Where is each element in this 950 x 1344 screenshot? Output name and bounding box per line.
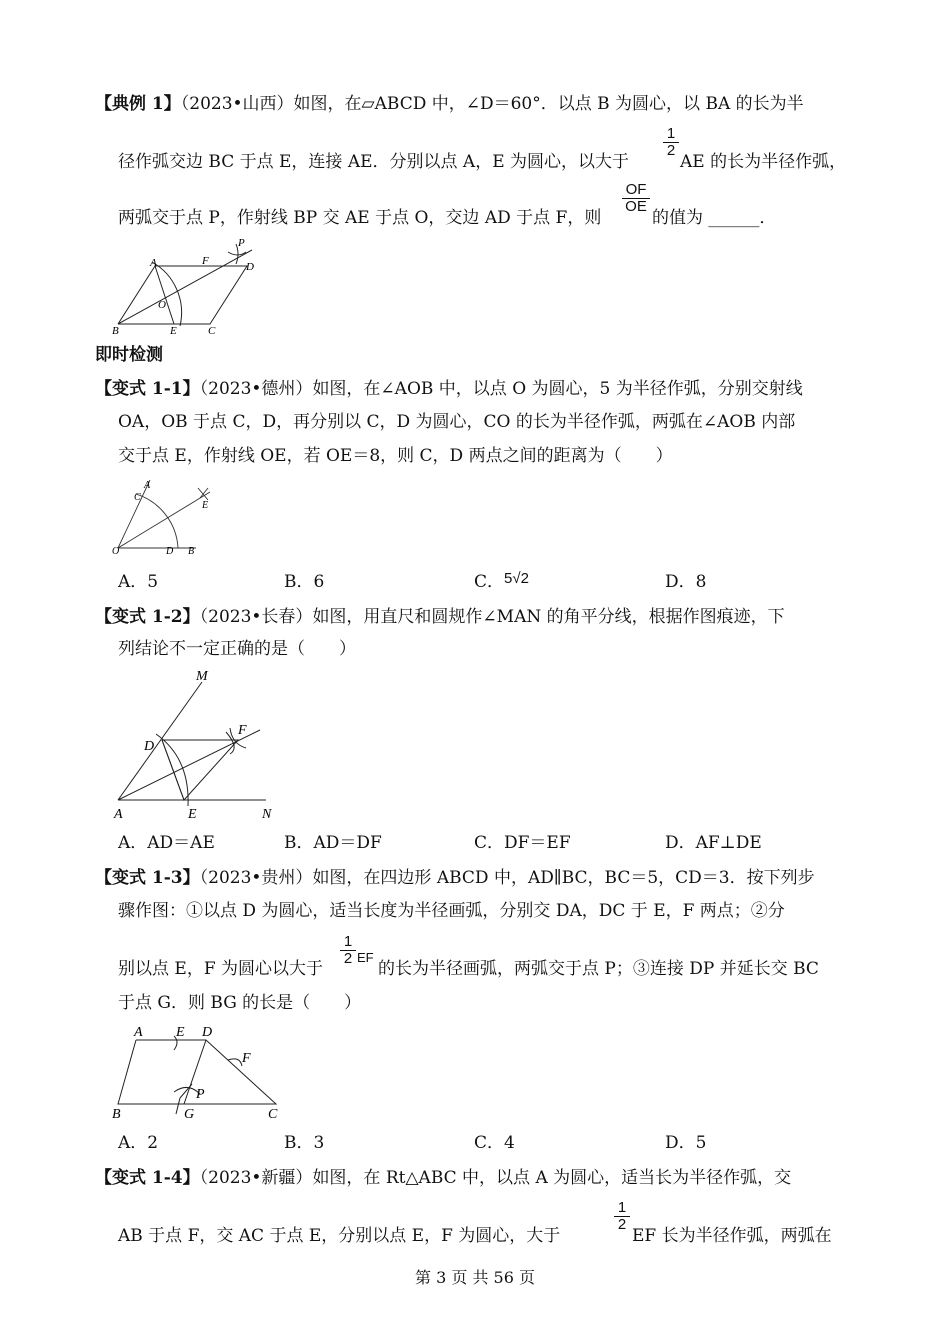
v12-source: （2023•长春） bbox=[199, 607, 313, 627]
v14-line1 bbox=[95, 1166, 791, 1190]
v12-tag: 【变式 1-2】 bbox=[95, 607, 200, 627]
label-e: E bbox=[170, 325, 177, 337]
label-d: D bbox=[246, 261, 254, 273]
v14-text-1: 如图，在 Rt△ABC 中，以点 A 为圆心，适当长为半径作弧，交 bbox=[312, 1168, 792, 1188]
v14-source: （2023•新疆） bbox=[199, 1168, 313, 1188]
label-d: D bbox=[202, 1025, 213, 1040]
example1-fraction-of-oe bbox=[622, 182, 650, 215]
v13-fraction-ef-tail: EF bbox=[357, 950, 374, 965]
ray-bp bbox=[118, 250, 252, 324]
label-m: M bbox=[196, 669, 208, 684]
example1-text-3b: 的值为 ______． bbox=[652, 208, 777, 228]
example1-line3-tail bbox=[652, 206, 776, 230]
ray-oe bbox=[118, 492, 210, 548]
example1-text-2a: 径作弧交边 BC 于点 E，连接 AE．分别以点 A，E 为圆心，以大于 bbox=[118, 152, 630, 172]
v14-tag: 【变式 1-4】 bbox=[95, 1168, 200, 1188]
fraction-denominator: 2 bbox=[666, 142, 676, 159]
v12-line1 bbox=[95, 605, 785, 629]
v12-option-c[interactable]: C．DF＝EF bbox=[474, 833, 571, 853]
label-o: O bbox=[158, 299, 166, 311]
v11-tag: 【变式 1-1】 bbox=[95, 379, 200, 399]
v12-text-1: 如图，用直尺和圆规作∠MAN 的角平分线，根据作图痕迹，下 bbox=[312, 607, 785, 627]
example1-fraction-half bbox=[663, 126, 679, 159]
v11-figure bbox=[110, 476, 220, 558]
label-c: C bbox=[134, 492, 141, 503]
v14-line2b: EF 长为半径作弧，两弧在 bbox=[632, 1226, 832, 1246]
example1-line2-tail bbox=[680, 150, 846, 174]
fraction-numerator: 1 bbox=[614, 1200, 630, 1217]
fraction-denominator: 2 bbox=[343, 950, 353, 967]
v13-text-1: 如图，在四边形 ABCD 中，AD∥BC，BC＝5，CD＝3．按下列步 bbox=[312, 868, 815, 888]
label-o: O bbox=[112, 546, 120, 557]
v13-option-c[interactable]: C．4 bbox=[474, 1133, 515, 1153]
example1-line3 bbox=[118, 206, 601, 230]
example1-line1 bbox=[95, 92, 804, 116]
label-a: A bbox=[150, 257, 157, 269]
v11-line3: 交于点 E，作射线 OE，若 OE＝8，则 C，D 两点之间的距离为（ ） bbox=[118, 446, 673, 466]
v13-line1 bbox=[95, 866, 815, 890]
arc-center-a bbox=[156, 734, 188, 806]
label-e: E bbox=[188, 807, 197, 822]
segment-de bbox=[162, 740, 184, 800]
example1-tag: 【典例 1】 bbox=[95, 94, 181, 114]
v11-text-1: 如图，在∠AOB 中，以点 O 为圆心，5 为半径作弧，分别交射线 bbox=[312, 379, 803, 399]
example1-text-1: 如图，在▱ABCD 中，∠D＝60°．以点 B 为圆心，以 BA 的长为半 bbox=[293, 94, 804, 114]
example1-line2 bbox=[118, 150, 629, 174]
label-b: B bbox=[112, 1107, 121, 1122]
label-p: P bbox=[238, 238, 245, 249]
ray-am bbox=[118, 682, 202, 800]
example1-figure bbox=[110, 238, 270, 338]
label-a: A bbox=[114, 807, 123, 822]
fraction-numerator: 1 bbox=[663, 126, 679, 143]
arc-center-o bbox=[136, 494, 178, 548]
label-e: E bbox=[176, 1025, 185, 1040]
v11-option-c-label: C． bbox=[474, 572, 505, 592]
fraction-numerator: 1 bbox=[340, 934, 356, 951]
v11-option-c-math: 5√2 bbox=[504, 570, 529, 587]
label-p: P bbox=[196, 1087, 205, 1102]
section-title: 即时检测 bbox=[95, 345, 163, 365]
label-n: N bbox=[262, 807, 272, 822]
example1-text-3a: 两弧交于点 P，作射线 BP 交 AE 于点 O，交边 AD 于点 F，则 bbox=[118, 208, 602, 228]
example1-text-2b: AE 的长为半径作弧， bbox=[680, 152, 847, 172]
v13-tag: 【变式 1-3】 bbox=[95, 868, 200, 888]
v13-option-a[interactable]: A．2 bbox=[118, 1133, 159, 1153]
label-f: F bbox=[202, 255, 209, 267]
v12-option-a[interactable]: A．AD＝AE bbox=[118, 833, 215, 853]
v13-source: （2023•贵州） bbox=[199, 868, 313, 888]
v13-option-d[interactable]: D．5 bbox=[665, 1133, 707, 1153]
v12-option-b[interactable]: B．AD＝DF bbox=[284, 833, 382, 853]
page-footer: 第 3 页 共 56 页 bbox=[415, 1268, 535, 1287]
v13-line3b: 的长为半径画弧，两弧交于点 P；③连接 DP 并延长交 BC bbox=[378, 959, 819, 979]
v13-line4: 于点 G．则 BG 的长是（ ） bbox=[118, 993, 362, 1013]
label-b: B bbox=[188, 546, 195, 557]
v11-line2: OA，OB 于点 C，D，再分别以 C，D 为圆心，CO 的长为半径作弧，两弧在∠AOB 内部 bbox=[118, 412, 796, 432]
v13-option-b[interactable]: B．3 bbox=[284, 1133, 325, 1153]
tick-g bbox=[176, 1098, 180, 1114]
label-a: A bbox=[134, 1025, 143, 1040]
v13-fraction-half bbox=[340, 934, 356, 967]
v11-option-c[interactable] bbox=[474, 570, 529, 595]
v14-fraction-half bbox=[614, 1200, 630, 1233]
label-d: D bbox=[166, 546, 174, 557]
example1-source: （2023•山西） bbox=[180, 94, 294, 114]
label-a: A bbox=[144, 480, 151, 491]
v12-figure bbox=[110, 668, 290, 823]
fraction-denominator: OE bbox=[625, 198, 647, 215]
v13-figure bbox=[110, 1022, 290, 1122]
label-e: E bbox=[202, 500, 209, 511]
parallelogram bbox=[118, 266, 247, 324]
v14-line2a: AB 于点 F，交 AC 于点 E，分别以点 E，F 为圆心，大于 bbox=[118, 1226, 561, 1246]
v12-line2: 列结论不一定正确的是（ ） bbox=[118, 639, 356, 659]
fraction-numerator: OF bbox=[622, 182, 650, 199]
label-c: C bbox=[268, 1107, 278, 1122]
label-b: B bbox=[112, 325, 119, 337]
fraction-denominator: 2 bbox=[617, 1216, 627, 1233]
v11-option-b[interactable]: B．6 bbox=[284, 572, 325, 592]
label-f: F bbox=[242, 1051, 251, 1066]
v12-option-d[interactable]: D．AF⊥DE bbox=[665, 833, 762, 853]
v11-source: （2023•德州） bbox=[199, 379, 313, 399]
label-g: G bbox=[184, 1107, 195, 1122]
label-c: C bbox=[208, 325, 216, 337]
v13-line2: 骤作图：①以点 D 为圆心，适当长度为半径画弧，分别交 DA，DC 于 E，F 两点；②分 bbox=[118, 901, 785, 921]
v11-option-a[interactable]: A．5 bbox=[118, 572, 159, 592]
v11-option-d[interactable]: D．8 bbox=[665, 572, 707, 592]
label-f: F bbox=[238, 723, 247, 738]
v13-line3a: 别以点 E，F 为圆心以大于 bbox=[118, 959, 324, 979]
v11-line1 bbox=[95, 377, 803, 401]
label-d: D bbox=[144, 739, 155, 754]
